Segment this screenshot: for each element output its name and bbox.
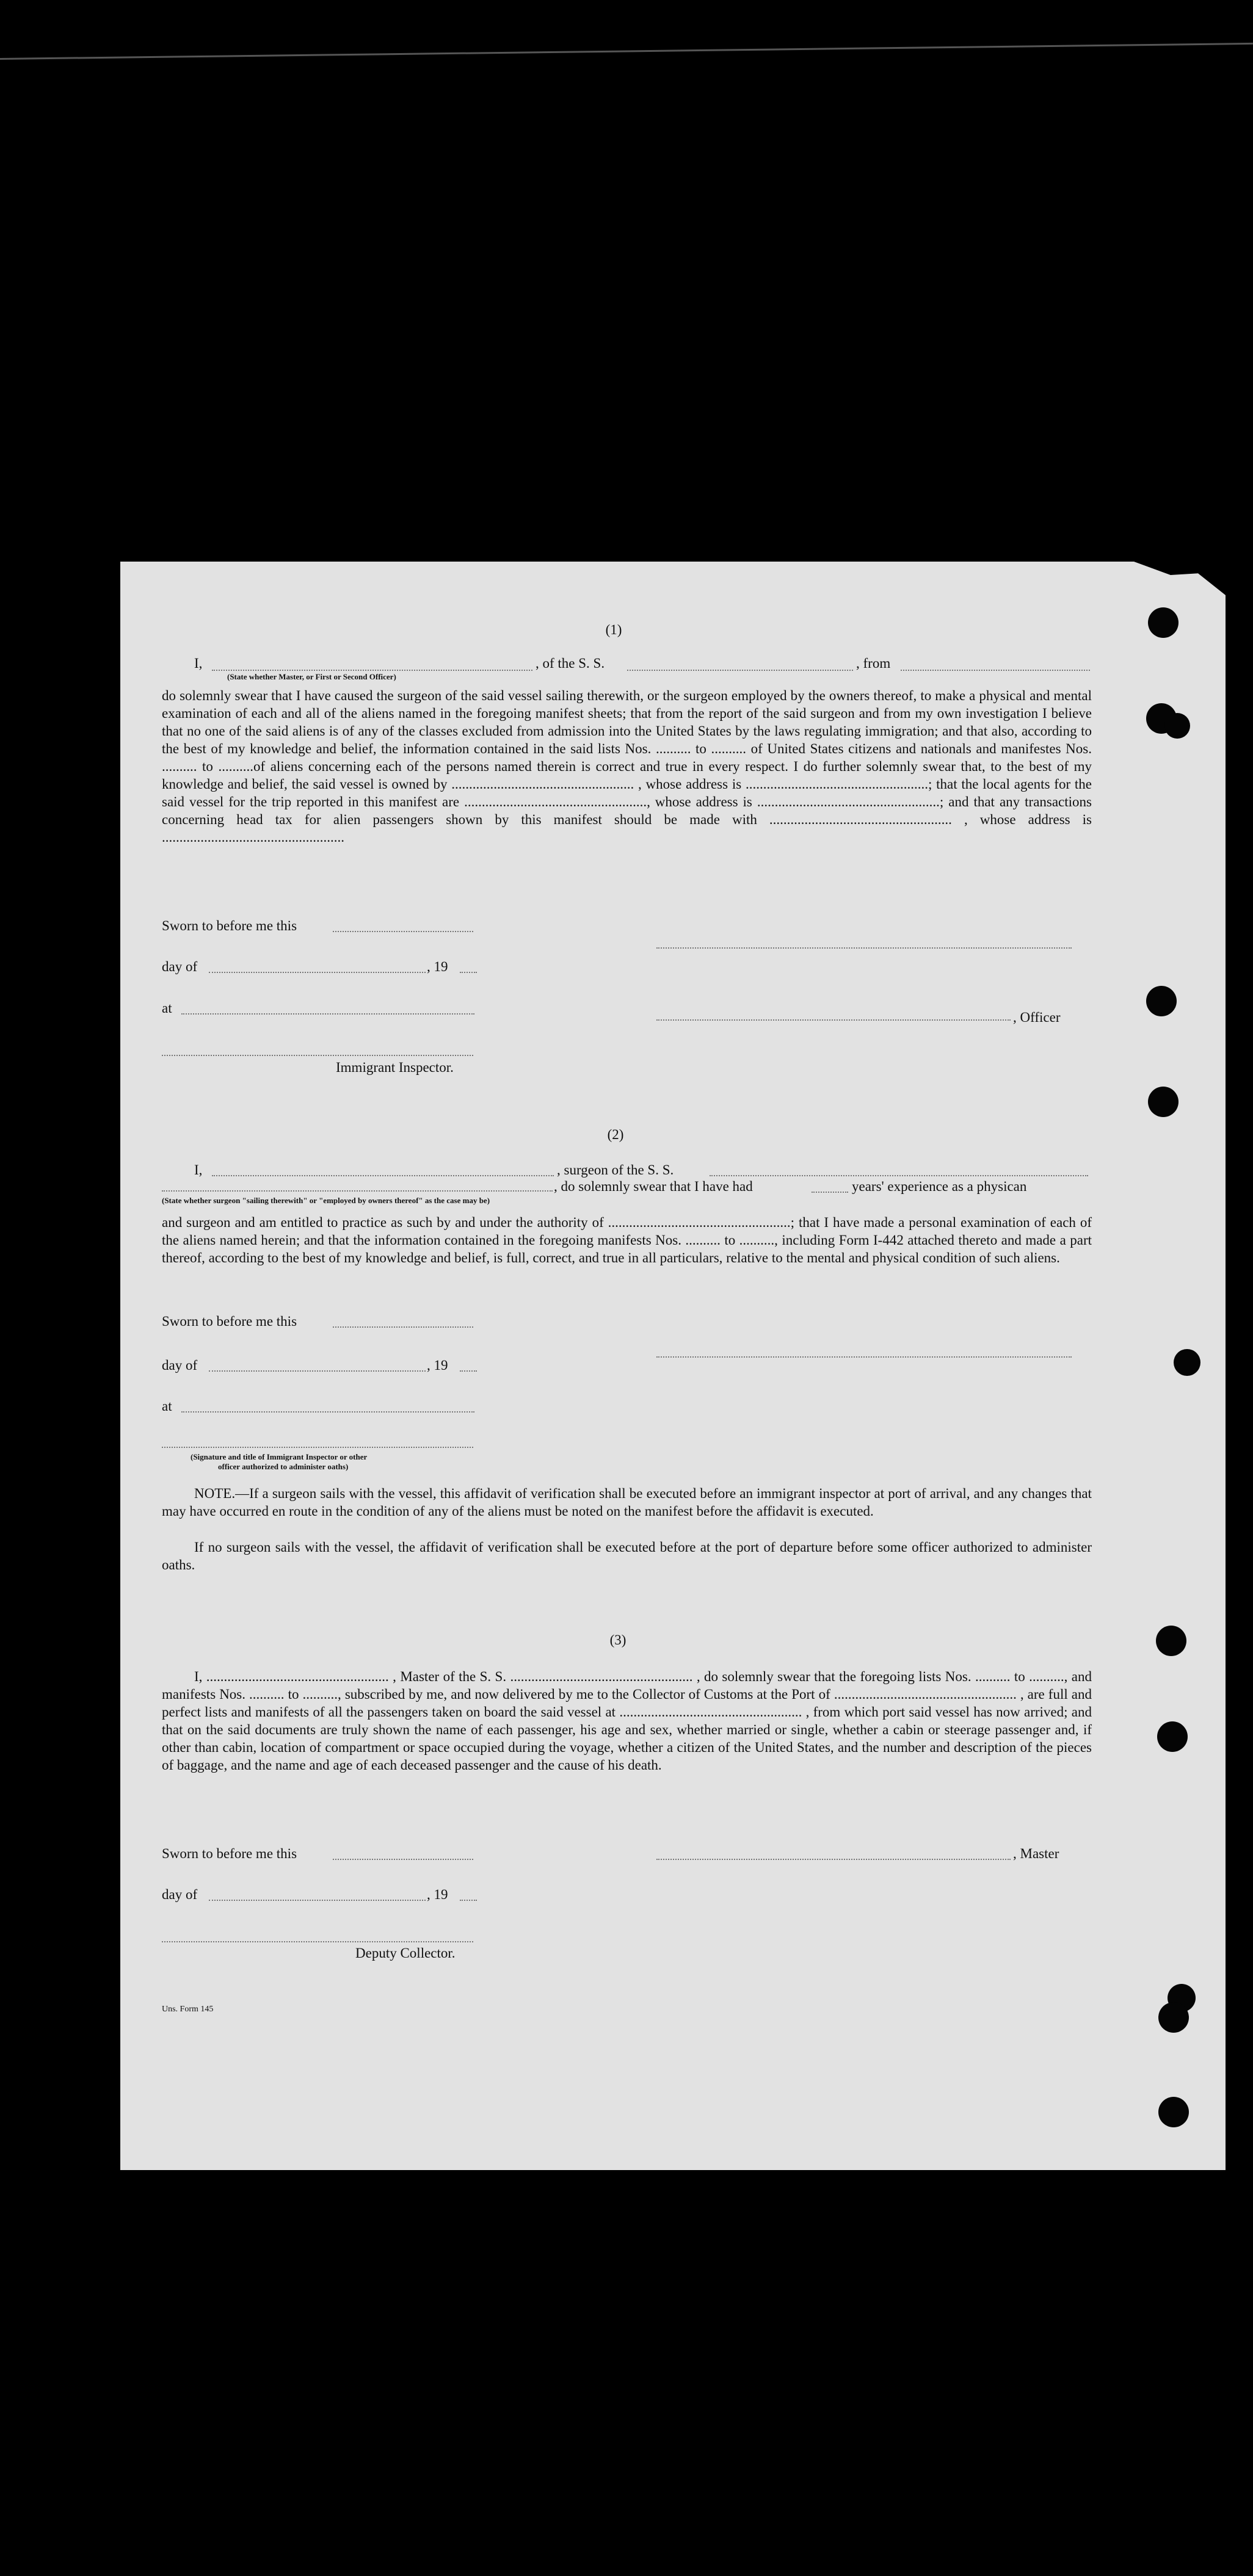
note-paragraph-2: If no surgeon sails with the vessel, the affidavit of verification shall be executed before at the port of departure before some officer authorized to administer oaths. [162,1539,1092,1572]
day-of-label: day of [162,959,198,974]
section-2-intro: I, [194,1162,203,1178]
sworn-date-field-2[interactable] [333,1326,473,1328]
vessel-field[interactable] [627,670,853,671]
rank-hint: (State whether Master, or First or Second Officer) [227,672,396,681]
collector-label: Deputy Collector. [355,1945,456,1961]
punch-hole [1146,986,1177,1016]
sworn-label-3: Sworn to before me this [162,1846,297,1861]
day-of-field-3[interactable] [209,1900,426,1901]
year-label-3: , 19 [427,1887,448,1902]
surgeon-name-field[interactable] [212,1175,554,1176]
day-of-field-2[interactable] [209,1370,426,1372]
punch-hole [1156,1626,1186,1656]
surgeon-signature-field[interactable] [656,1356,1072,1358]
sworn-label: Sworn to before me this [162,918,297,933]
year-field[interactable] [460,972,477,973]
at-field-2[interactable] [181,1411,474,1413]
from-label: , from [856,656,891,671]
section-2-body: and surgeon and am entitled to practice as such by and under the authority of ....................................................; that I have made a personal examination of each of the aliens named herein; and that the information contained in the foregoing manifests Nos. .......... to .........., including Form I-442 attached thereto and made a part thereof, according to the best of my knowledge and belief, is full, correct, and true in all particulars, relative to the mental and physical condition of such aliens. [162,1215,1092,1265]
rank-field[interactable] [212,670,532,671]
punch-hole [1174,1349,1200,1376]
scan-edge-line [0,43,1253,60]
punch-hole [1158,2002,1189,2033]
punch-hole [1164,713,1190,739]
years-field[interactable] [812,1192,848,1193]
section-3-number: (3) [609,1632,626,1648]
form-number: Uns. Form 145 [162,2005,214,2014]
section-2-number: (2) [607,1127,624,1142]
year-field-2[interactable] [460,1370,477,1372]
at-field[interactable] [181,1013,474,1015]
inspector-label: Immigrant Inspector. [336,1060,454,1075]
punch-hole [1158,2097,1189,2127]
punch-hole [1148,1087,1179,1117]
sworn-date-field[interactable] [333,931,473,932]
officer-signature-top-line[interactable] [656,947,1072,949]
section-3-body: I, .................................................... , Master of the S. S. .................................................... , do solemnly swear that the foregoing lists Nos. .......... to .........., and manifests Nos. .......... to .........., subscribed by me, and now delivered by me to the Collector of Customs at the Port of .................................................... , are full and perfect lists and manifests of all the passengers taken on board the said vessel at .................................................... , from which port said vessel has now arrived; and that on the said documents are truly shown the name of each passenger, his age and sex, whether married or single, whether a cabin or steerage passenger and, if other than cabin, location of compartment or space occupied during the voyage, whether a citizen of the United States, and the number and description of the pieces of baggage, and the name and age of each deceased passenger and the cause of his death. [162,1669,1092,1773]
surgeon-status-field[interactable] [162,1190,553,1192]
section-1-intro: I, [194,656,203,671]
from-field[interactable] [901,670,1090,671]
signature-hint-2: officer authorized to administer oaths) [218,1462,349,1471]
swear-label: , do solemnly swear that I have had [554,1179,753,1194]
collector-signature-field[interactable] [162,1941,473,1942]
officer-label: , Officer [1013,1010,1061,1025]
year-label: , 19 [427,959,448,974]
surgeon-vessel-field[interactable] [710,1175,1088,1176]
surgeon-vessel-label: , surgeon of the S. S. [557,1162,674,1178]
day-of-field[interactable] [209,972,426,973]
day-of-label-3: day of [162,1887,198,1902]
manifest-affidavit-page [120,562,1226,2170]
year-field-3[interactable] [460,1900,477,1901]
official-signature-field[interactable] [162,1447,473,1448]
section-1-body: do solemnly swear that I have caused the surgeon of the said vessel sailing therewith, or the surgeon employed by the owners thereof, to make a physical and mental examination of each and all of the aliens named in the foregoing manifest sheets; that from the report of the said surgeon and from my own investigation I believe that no one of the said aliens is of any of the classes excluded from admission into the United States by the laws regulating immigration; and that also, according to the best of my knowledge and belief, the information contained in the said lists Nos. .......... to .......... of United States citizens and nationals and manifestes Nos. .......... to ..........of aliens concerning each of the persons named therein is correct and true in every respect. I do further solemnly swear that, to the best of my knowledge and belief, the said vessel is owned by .................................................... , whose address is ....................................................; that the local agents for the said vessel for the trip reported in this manifest are ...................................................., whose address is ....................................................; and that any transactions concerning head tax for alien passengers shown by this manifest should be made with .................................................... , whose address is .................................................... [162,688,1092,845]
signature-hint-1: (Signature and title of Immigrant Inspector or other [191,1452,368,1461]
master-label: , Master [1013,1846,1059,1861]
year-label-2: , 19 [427,1358,448,1373]
sworn-label-2: Sworn to before me this [162,1314,297,1329]
surgeon-status-hint: (State whether surgeon "sailing therewith" or "employed by owners thereof" as the case may be) [162,1196,490,1205]
vessel-label: , of the S. S. [536,656,605,671]
sworn-date-field-3[interactable] [333,1859,473,1860]
at-label: at [162,1000,172,1016]
inspector-signature-field[interactable] [162,1055,473,1056]
master-signature-field[interactable] [656,1859,1011,1860]
punch-hole [1157,1721,1188,1752]
torn-corner [1134,562,1226,595]
officer-signature-field[interactable] [656,1019,1011,1021]
section-1-number: (1) [605,622,622,637]
note-paragraph: NOTE.—If a surgeon sails with the vessel, this affidavit of verification shall be executed before an immigrant inspector at port of arrival, and any changes that may have occurred en route in the condition of any of the aliens must be noted on the manifest before the affidavit is executed. [162,1486,1092,1519]
at-label-2: at [162,1398,172,1414]
years-label: years' experience as a physican [852,1179,1027,1194]
day-of-label-2: day of [162,1358,198,1373]
punch-hole [1148,607,1179,638]
